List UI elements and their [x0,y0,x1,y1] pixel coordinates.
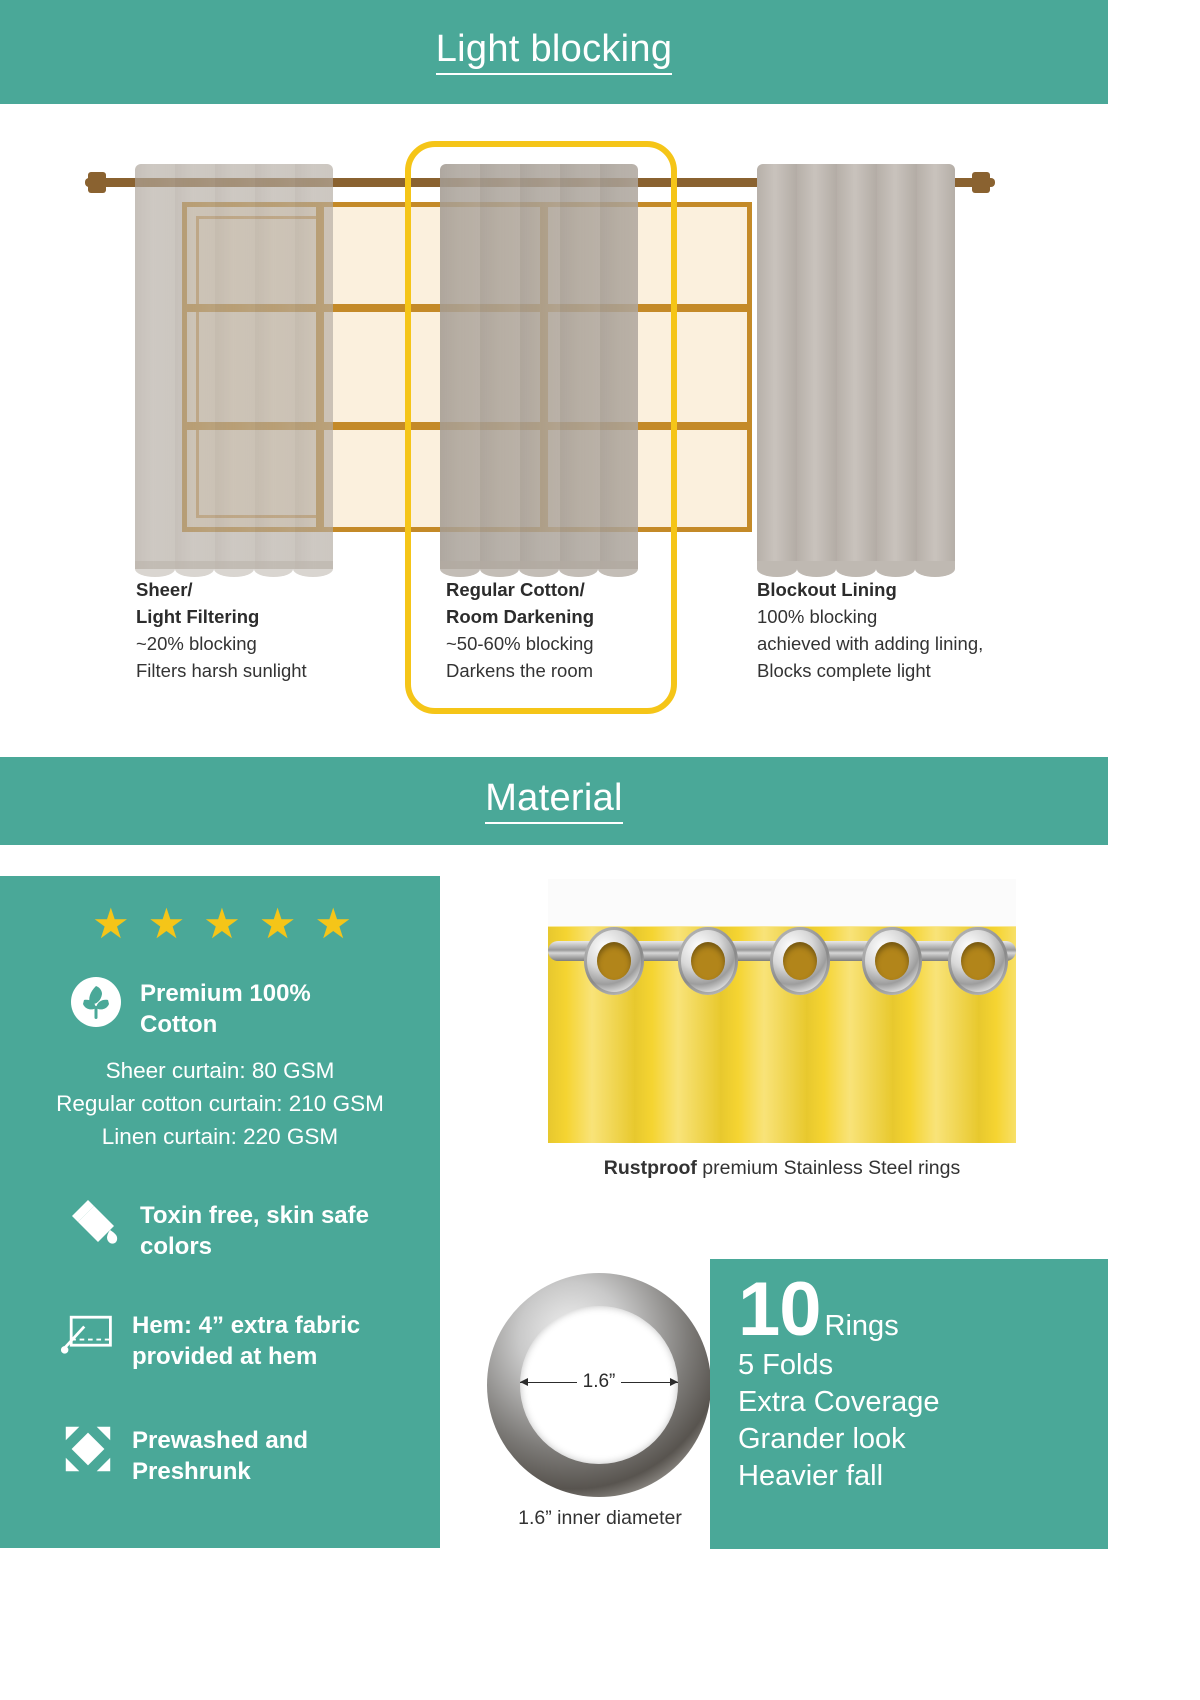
dimension-arrow-left [520,1382,577,1383]
stainless-steel-rings-photo [548,879,1016,1143]
rings-count-row [738,1267,1108,1352]
dimension-arrow-right [621,1382,678,1383]
star-icon: ★ [314,900,352,947]
curtain-panel-blockout-lining [757,164,955,569]
rings-benefits-list [738,1347,1108,1495]
curtain-hem [757,561,955,577]
grommet-ring [678,927,738,995]
caption-regular-title-line1: Regular Cotton/ [446,579,585,600]
rings-count-label: Rings [824,1310,899,1342]
feature-premium-cotton [68,974,418,1040]
cotton-plant-icon [68,974,124,1030]
feature-prewashed-label [132,1421,308,1487]
grommet-dimension-label: 1.6” [582,1371,616,1392]
rings-count: 10 [738,1267,821,1352]
paint-drop-icon [68,1196,124,1252]
caption-sheer-title-line2: Light Filtering [136,606,260,627]
star-icon: ★ [92,900,130,947]
caption-sheer-title-line1: Sheer/ [136,579,193,600]
curtain-rod-finial-left [88,172,106,193]
rating-stars [92,900,352,947]
section-header-material [0,757,1108,845]
caption-blockout-lining [757,576,1057,684]
curtain-folds [135,164,333,569]
caption-rings-photo [548,1157,1016,1180]
feature-toxin-free [68,1196,428,1262]
grommet-dimension [520,1371,678,1393]
gsm-item: Linen curtain: 220 GSM [101,1124,339,1149]
caption-grommet: 1.6” inner diameter [518,1507,682,1529]
list-item: Heavier fall [738,1460,884,1492]
caption-rings-bold: Rustproof [603,1157,697,1179]
caption-regular-detail1: ~50-60% blocking [446,633,594,654]
curtain-rod-finial-right [972,172,990,193]
caption-regular-detail2: Darkens the room [446,660,594,681]
caption-blockout-detail1: 100% blocking [757,606,878,627]
star-icon: ★ [147,900,186,947]
caption-sheer [136,576,386,684]
hem-sewing-icon [60,1306,116,1362]
feature-hem-label [132,1306,360,1372]
caption-sheer-detail1: ~20% blocking [136,633,257,654]
grommet-ring [770,927,830,995]
section-header-light-blocking [0,0,1108,104]
feature-hem-line1: Hem: 4” extra fabric [132,1312,361,1339]
caption-blockout-detail2: achieved with adding lining, [757,633,984,654]
list-item: Grander look [738,1423,906,1455]
grommet-ring [948,927,1008,995]
caption-sheer-detail2: Filters harsh sunlight [136,660,307,681]
curtain-hem [135,561,333,577]
feature-toxin-line1: Toxin free, skin safe [140,1202,369,1229]
section-title-light-blocking: Light blocking [436,29,673,76]
grommet-diagram [487,1273,711,1497]
gsm-list [20,1054,420,1153]
feature-cotton-line2: Cotton [140,1011,218,1038]
feature-prewashed [60,1421,420,1487]
list-item: 5 Folds [738,1349,834,1381]
feature-toxin-line2: colors [140,1233,213,1260]
material-features-panel [0,876,440,1548]
feature-prewashed-line2: Preshrunk [132,1458,251,1485]
gsm-item: Sheer curtain: 80 GSM [105,1058,335,1083]
caption-blockout-detail3: Blocks complete light [757,660,931,681]
curtain-folds [757,164,955,569]
grommet-ring [862,927,922,995]
star-icon: ★ [258,900,297,947]
material-content [0,845,1108,1700]
caption-blockout-title-line1: Blockout Lining [757,579,897,600]
section-title-material: Material [485,778,623,825]
feature-cotton-label [140,974,311,1040]
star-icon: ★ [203,900,241,947]
rings-stats-panel [710,1259,1108,1549]
gsm-item: Regular cotton curtain: 210 GSM [56,1091,384,1116]
feature-toxin-label [140,1196,369,1262]
grommet-ring [584,927,644,995]
curtain-panel-sheer [135,164,333,569]
caption-regular-cotton [446,576,706,684]
shrink-arrows-icon [60,1421,116,1477]
feature-hem [60,1306,440,1372]
feature-prewashed-line1: Prewashed and [132,1427,309,1454]
light-blocking-illustration [0,104,1108,744]
feature-cotton-line1: Premium 100% [140,980,311,1007]
feature-hem-line2: provided at hem [132,1343,318,1370]
caption-regular-title-line2: Room Darkening [446,606,595,627]
list-item: Extra Coverage [738,1386,940,1418]
caption-rings-rest: premium Stainless Steel rings [696,1157,961,1179]
